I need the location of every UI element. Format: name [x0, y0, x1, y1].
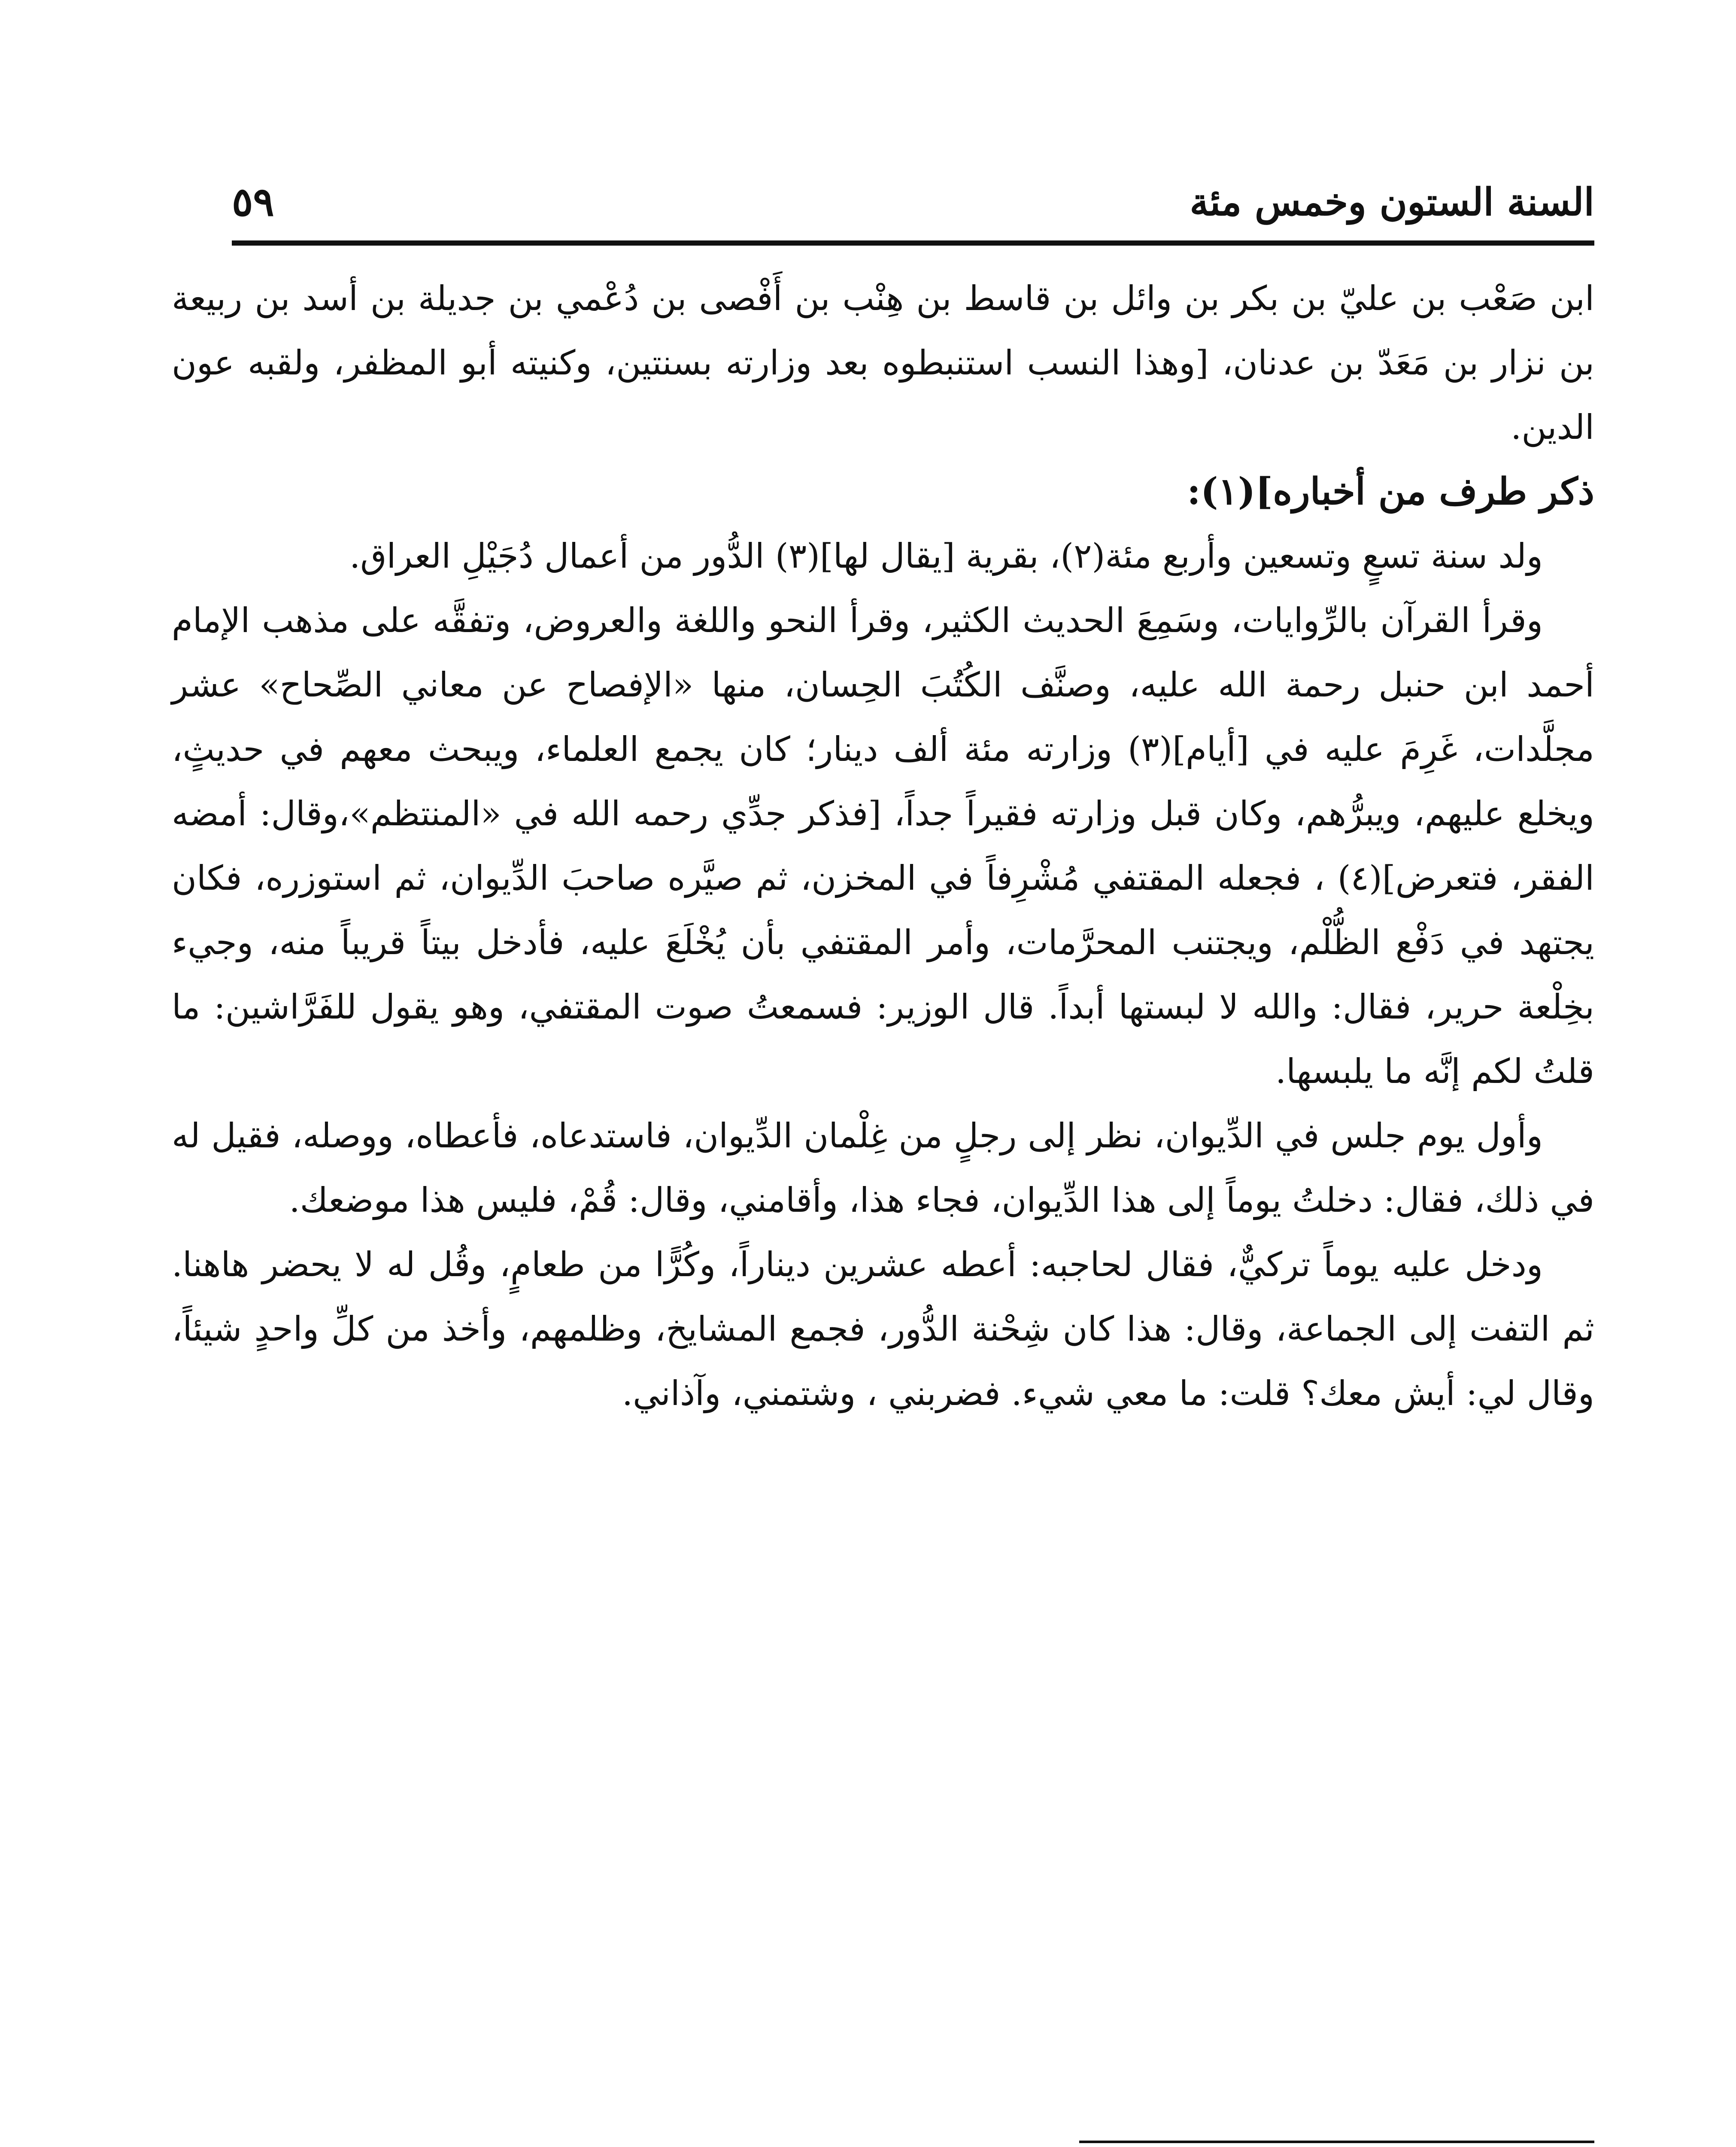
running-header: [232, 170, 1594, 234]
footnote-rule: [1079, 2141, 1594, 2143]
page-number: ٥٩: [232, 179, 274, 225]
paragraph-first-day: وأول يوم جلس في الدِّيوان، نظر إلى رجلٍ من غِلْمان الدِّيوان، فاستدعاه، فأعطاه، ووصله، فقيل له في ذلك، فقال: دخلتُ يوماً إلى هذا الدِّيوان، فجاء هذا، وأقامني، وقال: قُمْ، فليس هذا موضعك.: [172, 1116, 1594, 1220]
paragraph-lineage: ابن صَعْب بن عليّ بن بكر بن وائل بن قاسط بن هِنْب بن أَفْصى بن دُعْمي بن جديلة بن أسد بن ربيعة بن نزار بن مَعَدّ بن عدنان، [وهذا النسب استنبطوه بعد وزارته بسنتين، وكنيته أبو المظفر، ولقبه عون الدين.: [172, 279, 1594, 447]
main-text: [172, 266, 1594, 1426]
paragraph-birth: ولد سنة تسعٍ وتسعين وأربع مئة(٢)، بقرية [يقال لها](٣) الدُّور من أعمال دُجَيْلِ العراق.: [349, 536, 1543, 576]
section-heading: ذكر طرف من أخباره](١):: [1187, 470, 1594, 513]
running-title: السنة الستون وخمس مئة: [1190, 179, 1594, 224]
header-rule: [232, 240, 1594, 246]
paragraph-turkish-visitor: ودخل عليه يوماً تركيٌّ، فقال لحاجبه: أعطه عشرين ديناراً، وكُرًّا من طعامٍ، وقُل له لا يحضر هاهنا. ثم التفت إلى الجماعة، وقال: هذا كان شِحْنة الدُّور، فجمع المشايخ، وظلمهم، وأخذ من كلِّ واحدٍ شيئاً، وقال لي: أيش معك؟ قلت: ما معي شيء. فضربني ، وشتمني، وآذاني.: [172, 1245, 1594, 1413]
paragraph-career: وقرأ القرآن بالرِّوايات، وسَمِعَ الحديث الكثير، وقرأ النحو واللغة والعروض، وتفقَّه على مذهب الإمام أحمد ابن حنبل رحمة الله عليه، وصنَّف الكُتُبَ الحِسان، منها «الإفصاح عن معاني الصِّحاح» عشر مجلَّدات، غَرِمَ عليه في [أيام](٣) وزارته مئة ألف دينار؛ كان يجمع العلماء، ويبحث معهم في حديثٍ، ويخلع عليهم، ويبرُّهم، وكان قبل وزارته فقيراً جداً، [فذكر جدِّي رحمه الله في «المنتظم»،وقال: أمضه الفقر، فتعرض](٤) ، فجعله المقتفي مُشْرِفاً في المخزن، ثم صيَّره صاحبَ الدِّيوان، ثم استوزره، فكان يجتهد في دَفْع الظُّلْم، ويجتنب المحرَّمات، وأمر المقتفي بأن يُخْلَعَ عليه، فأدخل بيتاً قريباً منه، وجيء بخِلْعة حرير، فقال: والله لا لبستها أبداً. قال الوزير: فسمعتُ صوت المقتفي، وهو يقول للفَرَّاشين: ما قلتُ لكم إنَّه ما يلبسها.: [172, 601, 1594, 1091]
